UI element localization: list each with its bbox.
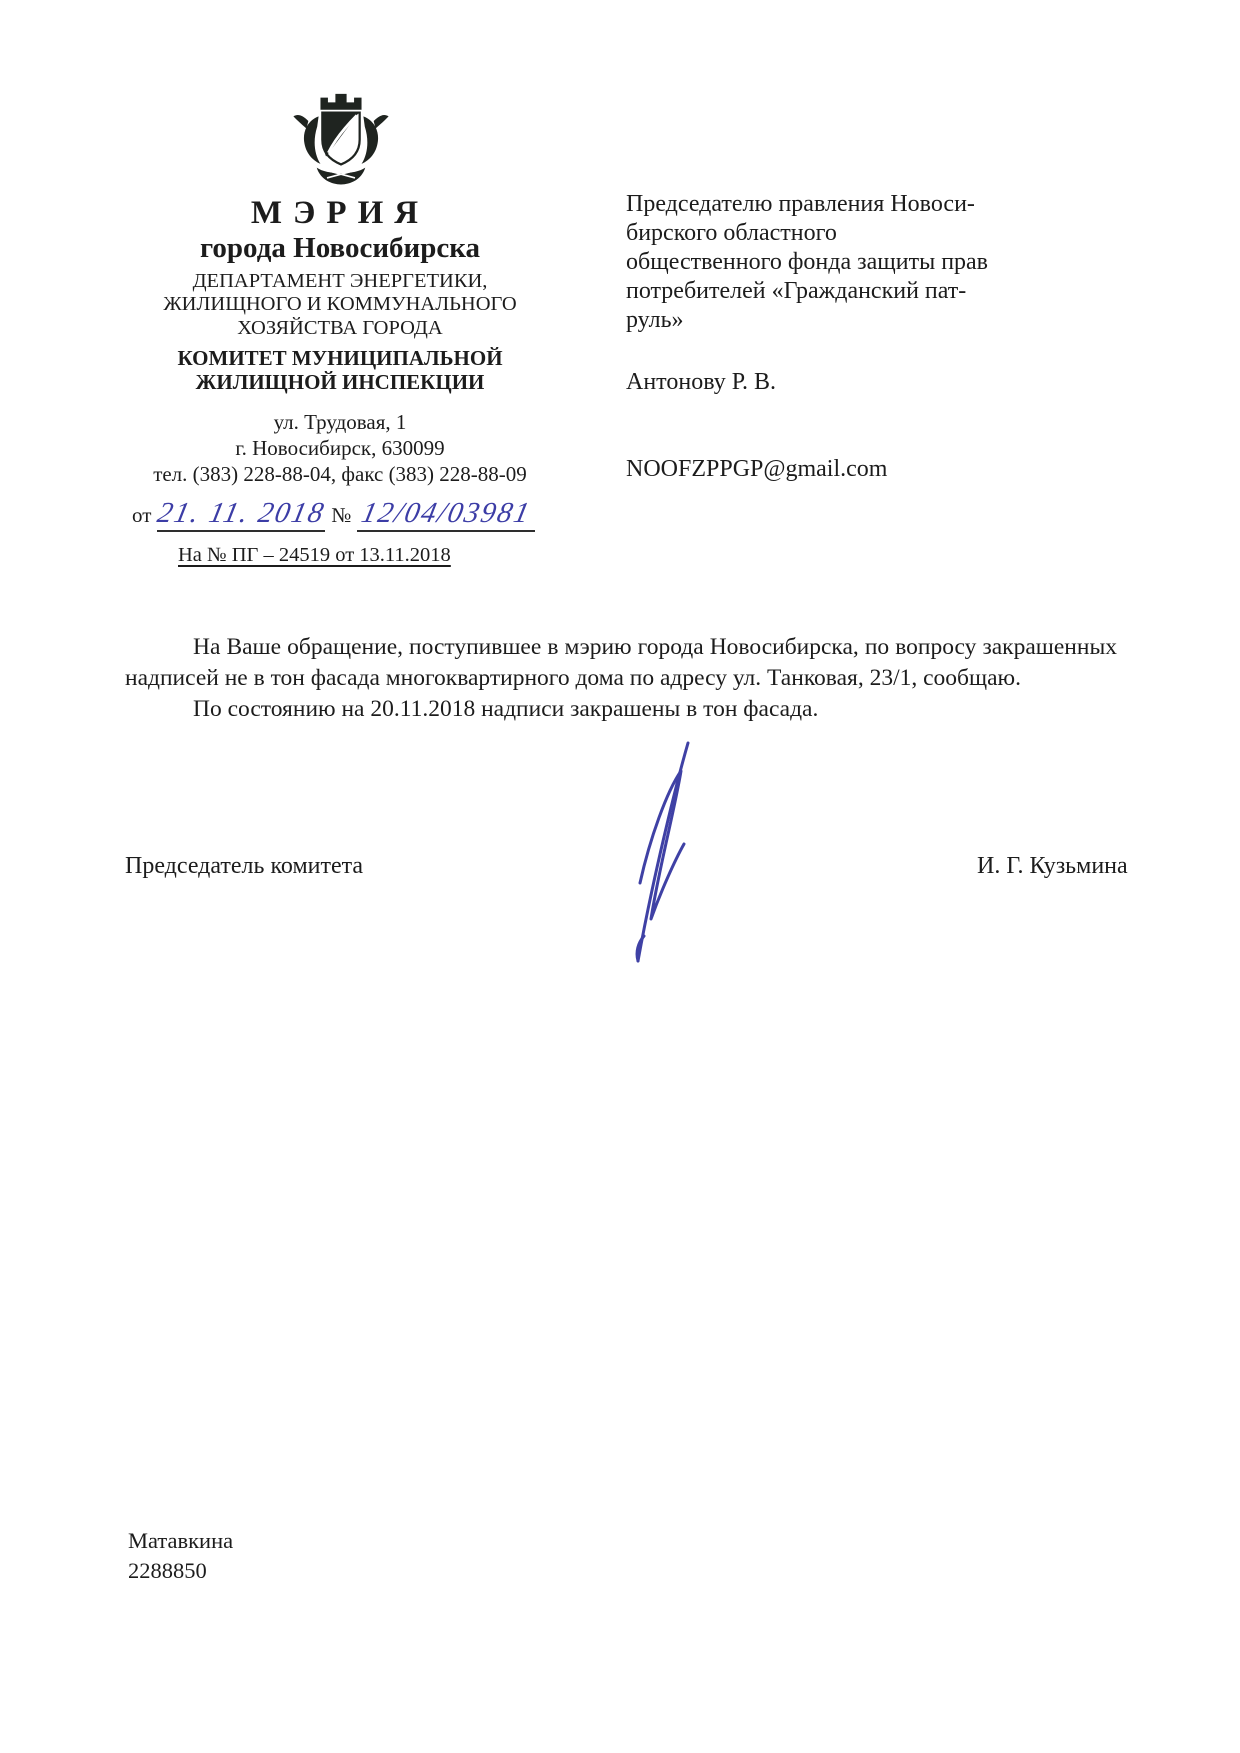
committee-line: ЖИЛИЩНОЙ ИНСПЕКЦИИ	[195, 370, 485, 395]
recipient-email: NOOFZPPGP@gmail.com	[626, 456, 888, 482]
address-line: г. Новосибирск, 630099	[235, 436, 445, 461]
department-name	[108, 270, 572, 341]
department-line: ЖИЛИЩНОГО И КОММУНАЛЬНОГО	[163, 293, 517, 316]
recipient-title-line: потребителей «Гражданский пат-	[626, 278, 967, 304]
body-paragraph: По состоянию на 20.11.2018 надписи закрашены в тон фасада.	[193, 696, 819, 722]
date-prefix-label: от	[132, 503, 152, 528]
executor-phone: 2288850	[128, 1558, 207, 1583]
novosibirsk-coat-of-arms-icon	[285, 86, 397, 198]
org-subtitle: города Новосибирска	[199, 231, 481, 264]
outgoing-date-blank	[154, 496, 329, 532]
address-line: тел. (383) 228-88-04, факс (383) 228-88-09	[153, 462, 527, 487]
committee-line: КОМИТЕТ МУНИЦИПАЛЬНОЙ	[177, 346, 503, 371]
signer-position-title: Председатель комитета	[125, 853, 364, 879]
recipient-block	[626, 190, 1106, 483]
incoming-reference-line: На № ПГ – 24519 от 13.11.2018	[178, 544, 451, 567]
letter-body	[125, 632, 1117, 725]
outgoing-date-number-line	[108, 496, 572, 532]
executor-name: Матавкина	[128, 1528, 234, 1553]
recipient-title-line: Председателю правления Новоси-	[626, 191, 975, 217]
recipient-name: Антонову Р. В.	[626, 369, 777, 395]
recipient-title-line: общественного фонда защиты прав	[626, 249, 989, 275]
letterhead	[108, 196, 572, 567]
signature-icon	[618, 733, 710, 968]
handwritten-number: 12/04/03981	[358, 497, 535, 530]
body-paragraph: На Ваше обращение, поступившее в мэрию города Новосибирска, по вопросу закрашенных надписей не в тон фасада многоквартирного дома по адресу ул. Танковая, 23/1, сообщаю.	[125, 634, 1117, 691]
sender-address	[108, 409, 572, 487]
department-line: ХОЗЯЙСТВА ГОРОДА	[237, 316, 443, 339]
recipient-title-line: руль»	[626, 307, 684, 333]
signer-name: И. Г. Кузьмина	[977, 853, 1128, 879]
department-line: ДЕПАРТАМЕНТ ЭНЕРГЕТИКИ,	[192, 269, 488, 292]
handwritten-date: 21. 11. 2018	[154, 497, 329, 530]
executor-block	[128, 1526, 233, 1586]
recipient-title	[626, 190, 1106, 335]
org-title: МЭРИЯ	[250, 195, 430, 231]
address-line: ул. Трудовая, 1	[273, 410, 407, 435]
committee-name	[108, 346, 572, 394]
recipient-title-line: бирского областного	[626, 220, 837, 246]
number-prefix-label: №	[331, 503, 352, 528]
outgoing-number-blank	[357, 496, 535, 532]
